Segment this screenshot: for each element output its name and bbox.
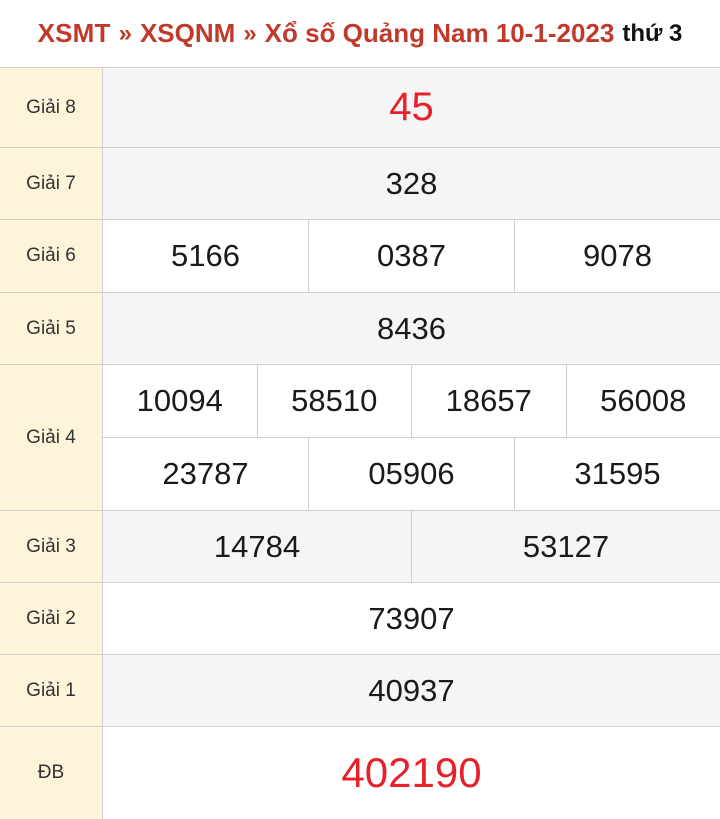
prize-value-line — [103, 148, 720, 219]
prize-label: Giải 4 — [0, 365, 103, 510]
prize-number: 8436 — [377, 310, 446, 346]
prize-number: 5166 — [171, 238, 240, 273]
prize-values — [103, 727, 720, 819]
table-row — [0, 219, 720, 292]
prize-value-line — [103, 68, 720, 147]
results-table — [0, 68, 720, 819]
prize-number: 58510 — [257, 365, 412, 437]
breadcrumb-separator-1: » — [118, 19, 132, 47]
prize-number: 10094 — [136, 383, 223, 418]
prize-label: Giải 5 — [0, 293, 103, 364]
prize-value-line — [103, 583, 720, 654]
prize-number: 31595 — [514, 438, 720, 510]
prize-number-special: 402190 — [341, 749, 482, 796]
prize-value-line — [103, 727, 720, 819]
prize-values — [103, 293, 720, 364]
prize-values — [103, 68, 720, 147]
prize-number: 9078 — [514, 220, 720, 292]
prize-number: 53127 — [411, 511, 720, 582]
breadcrumb-separator-2: » — [243, 19, 257, 47]
prize-value-line — [103, 437, 720, 510]
prize-values — [103, 583, 720, 654]
weekday-label: thứ 3 — [622, 19, 683, 47]
prize-number: 0387 — [308, 220, 514, 292]
prize-values — [103, 148, 720, 219]
prize-label: ĐB — [0, 727, 103, 819]
prize-values — [103, 220, 720, 292]
table-row — [0, 292, 720, 364]
region-label[interactable]: XSMT — [37, 18, 111, 48]
prize-label: Giải 6 — [0, 220, 103, 292]
table-row — [0, 654, 720, 726]
prize-number: 328 — [385, 165, 438, 201]
prize-number: 14784 — [213, 528, 301, 564]
province-code-label[interactable]: XSQNM — [139, 18, 236, 48]
prize-number: 05906 — [308, 438, 514, 510]
prize-number: 18657 — [411, 365, 566, 437]
prize-label: Giải 1 — [0, 655, 103, 726]
prize-label: Giải 7 — [0, 148, 103, 219]
prize-value-line — [103, 655, 720, 726]
prize-values — [103, 655, 720, 726]
prize-value-line — [103, 220, 720, 292]
prize-value-line — [103, 293, 720, 364]
prize-value-line — [103, 365, 720, 437]
prize-label: Giải 8 — [0, 68, 103, 147]
prize-value-line — [103, 511, 720, 582]
table-row — [0, 147, 720, 219]
table-row — [0, 364, 720, 510]
prize-values — [103, 511, 720, 582]
table-row — [0, 582, 720, 654]
prize-number: 23787 — [162, 456, 249, 491]
table-row — [0, 68, 720, 147]
prize-label: Giải 2 — [0, 583, 103, 654]
prize-label: Giải 3 — [0, 511, 103, 582]
table-row — [0, 726, 720, 819]
prize-number: 56008 — [566, 365, 720, 437]
prize-number: 73907 — [368, 600, 455, 636]
page-title[interactable]: Xổ số Quảng Nam 10-1-2023 — [264, 18, 615, 48]
prize-number: 45 — [389, 85, 434, 129]
prize-number: 40937 — [368, 672, 455, 708]
prize-values — [103, 365, 720, 510]
page-header — [0, 0, 720, 68]
table-row — [0, 510, 720, 582]
